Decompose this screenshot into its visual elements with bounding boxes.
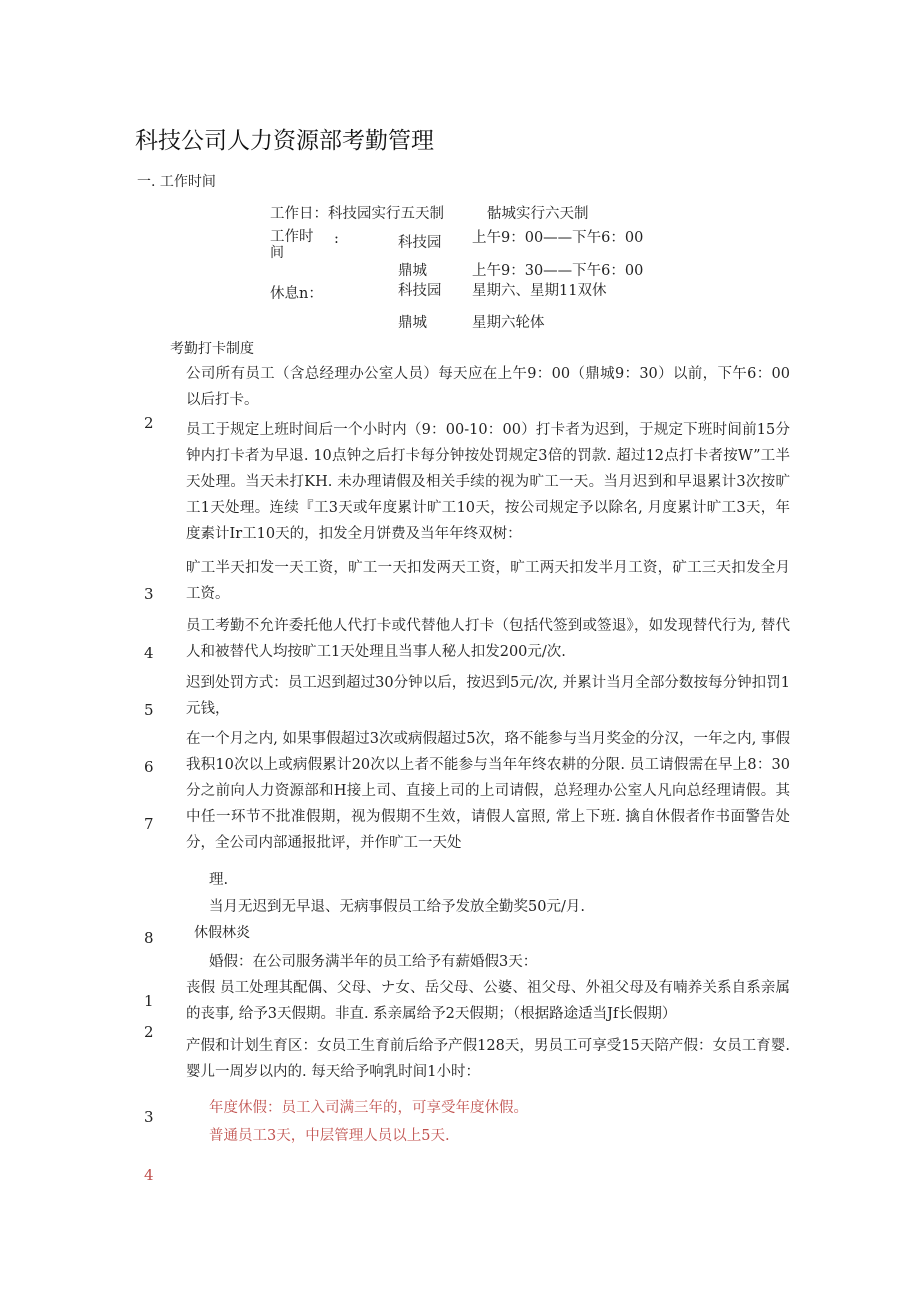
paragraph-leave-request-end: 理.: [209, 872, 229, 888]
row3-site: 科技园: [398, 283, 442, 299]
margin-number: 4: [144, 644, 154, 662]
margin-number: 8: [144, 929, 154, 947]
paragraph-attendance-bonus: 当月无迟到无早退、无病事假员工给予发放全勤奖50元/月.: [209, 899, 585, 915]
paragraph-leave-request: 在一个月之内, 如果事假超过3次或病假超过5次，珞不能参与当月奖金的分汉，一年之内, 事假我积10次以上或病假累计20次以上者不能参与当年年终农耕的分限. 员工请假需在早上8：30分之前向人力资源部和H接上司、直接上司的上司请假，总羟理办公室人凡向总经理请假。其中任一环节不批准假期，视为假期不生效，请假人富照, 常上下班. 擒自休假者作书面警告处分，全公司内部通报批评，并作旷工一天处: [186, 731, 790, 851]
workday-other: 骷城实行六天制: [487, 206, 589, 222]
margin-number: 5: [144, 701, 154, 719]
paragraph-marriage-leave: 婚假：在公司服务满半年的员工给予有薪婚假3天：: [209, 954, 538, 970]
paragraph-annual-leave-days: 普通员工3天，中层管理人员以上5天.: [209, 1128, 450, 1144]
margin-number: 2: [144, 1023, 154, 1041]
paragraph-late-early: 员工于规定上班时间后一个小时内（9：00-10：00）打卡者为迟到，于规定下班时间前15分钟内打卡者为早退. 10点钟之后打卡每分钟按处罚规定3倍的罚款. 超过12点打卡者按W”工半天处理。当天未打KH. 未办理请假及相关手续的视为旷工一天。当月迟到和早退累计3次按旷工1天处理。连续『工3天或年度累计旷工10天，按公司规定予以除名, 月度累计旷工3天，年度素计Ir工10天的，扣发全月饼费及当年年终双树：: [186, 422, 790, 542]
paragraph-absence-deduction: 旷工半天扣发一天工资，旷工一天扣发两天工资，旷工两天扣发半月工资，矿工三天扣发全月工资。: [186, 560, 790, 602]
row2-site: 鼎城: [398, 263, 427, 279]
workday-label: 工作日：科技园实行五天制: [270, 206, 444, 222]
margin-number: 3: [144, 585, 154, 603]
row2-time: 上午9：30——下午6：00: [472, 263, 644, 279]
margin-number: 7: [144, 815, 154, 833]
paragraph-proxy-clocking: 员工考勤不允许委托他人代打卡或代替他人打卡（包括代签到或签退》，如发现替代行为, 替代人和被替代人均按旷工1天处理且当事人秘人扣发200元/次.: [186, 618, 790, 660]
row4-time: 星期六轮体: [472, 315, 545, 331]
paragraph-annual-leave: 年度休假：员工入司满三年的，可享受年度休假。: [209, 1100, 528, 1116]
row3-time: 星期六、星期11双休: [472, 283, 607, 299]
paragraph-clock-in-time: 公司所有员工（含总经理办公室人员）每天应在上午9：00（鼎城9：30）以前，下午6：00以后打卡。: [186, 366, 790, 408]
rest-label: 休息n：: [270, 286, 323, 302]
row1-time: 上午9：00——下午6：00: [472, 230, 644, 246]
section-heading-leave: 休假林炎: [194, 925, 250, 941]
margin-number: 2: [144, 414, 154, 432]
paragraph-late-penalty: 迟到处罚方式：员工迟到超过30分钟以后，按迟到5元/次, 并累计当月全部分数按每分钟扣罚1元钱，: [186, 675, 790, 717]
row4-site: 鼎城: [398, 315, 427, 331]
worktime-label-cut: 间: [270, 245, 284, 261]
page-title: 科技公司人力资源部考勤管理: [135, 128, 434, 154]
worktime-colon: :: [334, 231, 339, 247]
margin-number: 1: [144, 992, 154, 1010]
margin-number: 4: [144, 1166, 154, 1184]
worktime-label: 工作时: [270, 229, 314, 245]
row1-site: 科技园: [398, 235, 442, 251]
paragraph-maternity-leave: 产假和计划生育区：女员工生育前后给予产假128天，男员工可享受15天陪产假：女员工育婴. 婴儿一周岁以内的. 每天给予响乳时间1小时：: [186, 1038, 790, 1080]
section-heading-attendance: 考勤打卡制度: [170, 341, 254, 357]
paragraph-funeral-leave: 丧假 员工处理其配偶、父母、ナ女、岳父母、公婆、祖父母、外祖父母及有喃养关系自系亲属的丧事, 给予3天假期。非直. 系亲属给予2天假期；（根据路途适当Jf长假期）: [186, 980, 790, 1022]
margin-number: 6: [144, 758, 154, 776]
margin-number: 3: [144, 1108, 154, 1126]
section-heading-work-time: 一. 工作时间: [137, 174, 216, 190]
